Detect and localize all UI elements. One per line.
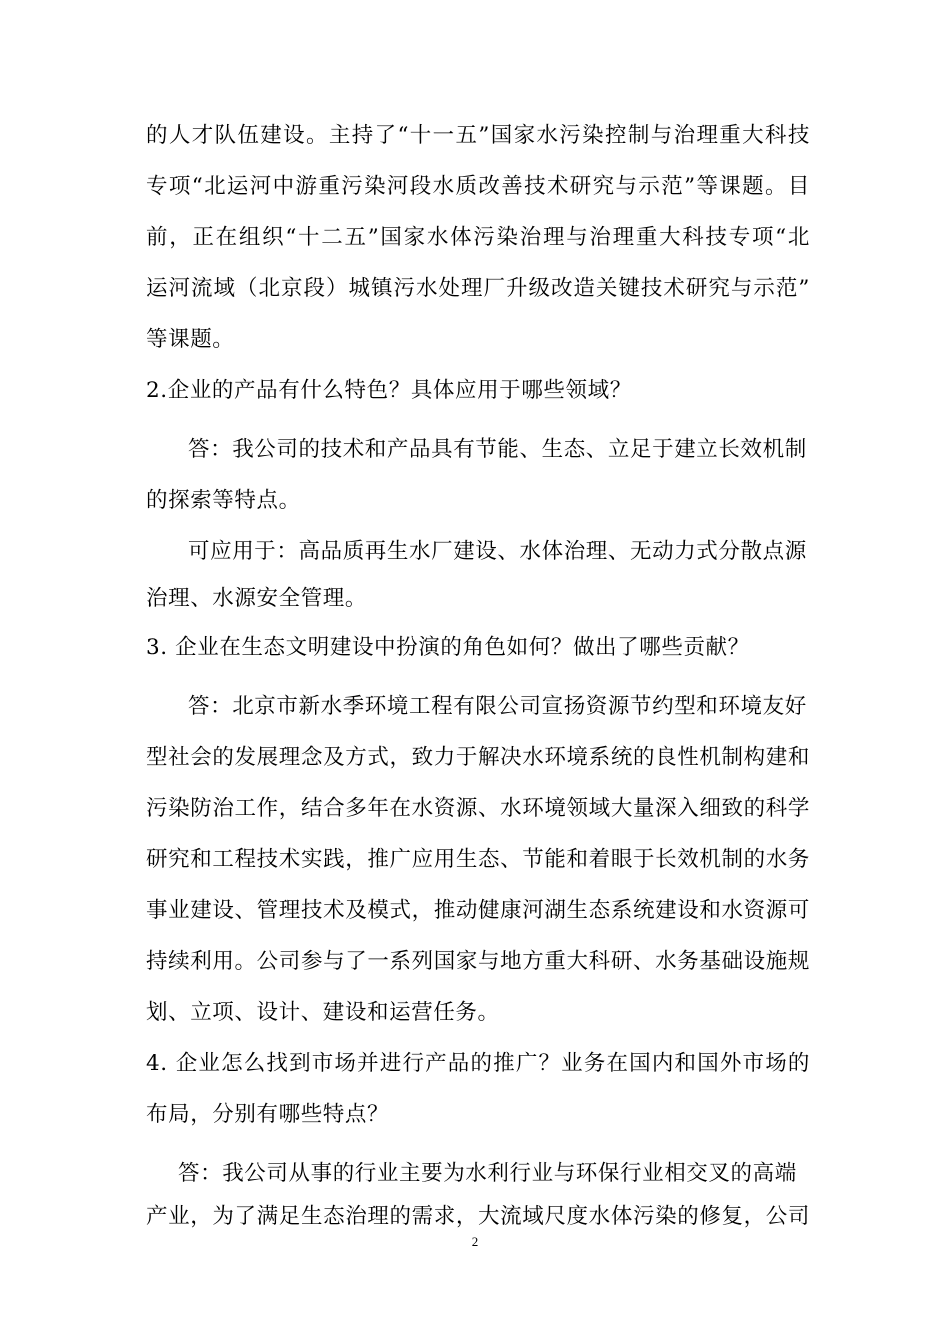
answer-line: 答：我公司的技术和产品具有节能、生态、立足于建立长效机制 <box>188 437 807 462</box>
text-line: 持续利用。公司参与了一系列国家与地方重大科研、水务基础设施规 <box>146 949 810 974</box>
text-line: 可应用于：高品质再生水厂建设、水体治理、无动力式分散点源 <box>188 539 807 564</box>
text-line: 的人才队伍建设。主持了“十一五”国家水污染控制与治理重大科技 <box>146 123 810 148</box>
answer-line: 答：北京市新水季环境工程有限公司宣扬资源节约型和环境友好 <box>188 694 807 719</box>
text-line: 前，正在组织“十二五”国家水体污染治理与治理重大科技专项“北 <box>146 225 810 250</box>
question-heading: 布局，分别有哪些特点？ <box>146 1102 390 1127</box>
text-line: 运河流域（北京段）城镇污水处理厂升级改造关键技术研究与示范” <box>146 276 810 301</box>
question-heading: 4. 企业怎么找到市场并进行产品的推广？业务在国内和国外市场的 <box>146 1051 810 1076</box>
answer-line: 答：我公司从事的行业主要为水利行业与环保行业相交叉的高端 <box>178 1161 797 1186</box>
text-line: 污染防治工作，结合多年在水资源、水环境领域大量深入细致的科学 <box>146 796 810 821</box>
page-number: 2 <box>471 1234 479 1249</box>
text-line: 研究和工程技术实践，推广应用生态、节能和着眼于长效机制的水务 <box>146 847 810 872</box>
text-line: 划、立项、设计、建设和运营任务。 <box>146 1000 500 1025</box>
question-heading: 3. 企业在生态文明建设中扮演的角色如何？做出了哪些贡献？ <box>146 635 750 660</box>
question-heading: 2.企业的产品有什么特色？具体应用于哪些领域？ <box>146 378 632 403</box>
text-line: 治理、水源安全管理。 <box>146 586 368 611</box>
text-line: 产业，为了满足生态治理的需求，大流域尺度水体污染的修复，公司 <box>146 1204 810 1229</box>
text-line: 型社会的发展理念及方式，致力于解决水环境系统的良性机制构建和 <box>146 745 810 770</box>
text-line: 专项“北运河中游重污染河段水质改善技术研究与示范”等课题。目 <box>146 174 810 199</box>
text-line: 等课题。 <box>146 327 235 352</box>
text-line: 的探索等特点。 <box>146 488 301 513</box>
text-line: 事业建设、管理技术及模式，推动健康河湖生态系统建设和水资源可 <box>146 898 810 923</box>
